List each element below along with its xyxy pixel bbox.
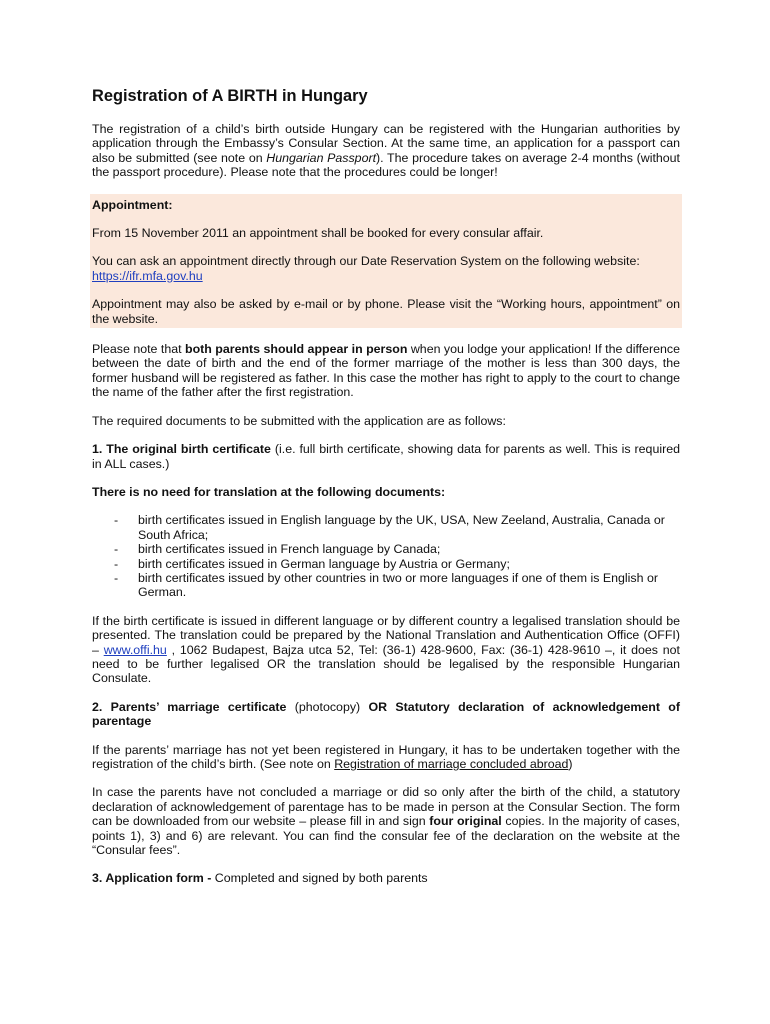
appointment-info: From 15 November 2011 an appointment shall be booked for every consular affair. [92, 226, 544, 241]
declaration-paragraph: In case the parents have not concluded a marriage or did so only after the birth of the child, a statutory declaration of acknowledgement of parentage has to be made in person at the Consular Section. The form can be downloaded from our website – please fill in and sign four original copies. In the majority of cases, points 1), 3) and 6) are relevant. You can find the consular fee of the declaration on the website at the “Consular fees”. [92, 785, 680, 858]
parents-note-paragraph: Please note that both parents should appear in person when you lodge your application! If the difference between the date of birth and the end of the former marriage of the mother is less than 300 days, the former husband will be registered as father. In this case the mother has right to apply to the court to change the name of the father after the first registration. [92, 342, 680, 400]
list-item: - birth certificates issued in German language by Austria or Germany; [114, 556, 510, 571]
offi-link[interactable]: www.offi.hu [103, 642, 167, 657]
reservation-link[interactable]: https://ifr.mfa.gov.hu [92, 268, 203, 283]
hungarian-passport-reference: Hungarian Passport [266, 150, 377, 165]
list-item: - birth certificates issued in English language by the UK, USA, New Zeeland, Australia, Canada or South Africa; [114, 513, 665, 542]
no-translation-heading: There is no need for translation at the following documents: [92, 484, 446, 499]
appointment-box [90, 194, 682, 328]
item-2-marriage-certificate: 2. Parents’ marriage certificate (photocopy) OR Statutory declaration of acknowledgement of parentage [92, 699, 680, 729]
list-item: - birth certificates issued in French language by Canada; [114, 542, 441, 557]
marriage-registration-paragraph: If the parents’ marriage has not yet been registered in Hungary, it has to be undertaken together with the registration of the child’s birth. (See note on Registration of marriage concluded abroad) [92, 742, 680, 771]
page-title: Registration of A BIRTH in Hungary [92, 87, 368, 105]
item-1-birth-certificate: 1. The original birth certificate (i.e. full birth certificate, showing data for parents as well. This is required in ALL cases.) [92, 442, 681, 471]
no-translation-list [92, 513, 680, 599]
item-3-application-form: 3. Application form - Completed and signed by both parents [92, 871, 428, 886]
marriage-abroad-reference[interactable]: Registration of marriage concluded abroad [334, 757, 569, 771]
appointment-heading: Appointment: [92, 197, 173, 212]
translation-paragraph: If the birth certificate is issued in different language or by different country a legalised translation should be presented. The translation could be prepared by the National Translation and Authentication Office (OFFI) – www.offi.hu , 1062 Budapest, Bajza utca 52, Tel: (36-1) 428-9600, Fax: (36-1) 428-9610 –, it does not need to be further legalised OR the translation should be legalised by the responsible Hungarian Consulate. [92, 613, 680, 686]
document-page [92, 86, 680, 886]
list-item: - birth certificates issued by other countries in two or more languages if one of them is English or German. [114, 570, 658, 600]
appointment-system-info: You can ask an appointment directly through our Date Reservation System on the following website: [92, 254, 640, 269]
required-documents-intro: The required documents to be submitted with the application are as follows: [92, 413, 506, 428]
appointment-contact-info: Appointment may also be asked by e-mail or by phone. Please visit the “Working hours, appointment” on the website. [92, 297, 680, 326]
intro-paragraph: The registration of a child’s birth outside Hungary can be registered with the Hungarian authorities by application through the Embassy’s Consular Section. At the same time, an application for a passport can also be submitted (see note on Hungarian Passport). The procedure takes on average 2-4 months (without the passport procedure). Please note that the procedures could be longer! [92, 122, 681, 180]
